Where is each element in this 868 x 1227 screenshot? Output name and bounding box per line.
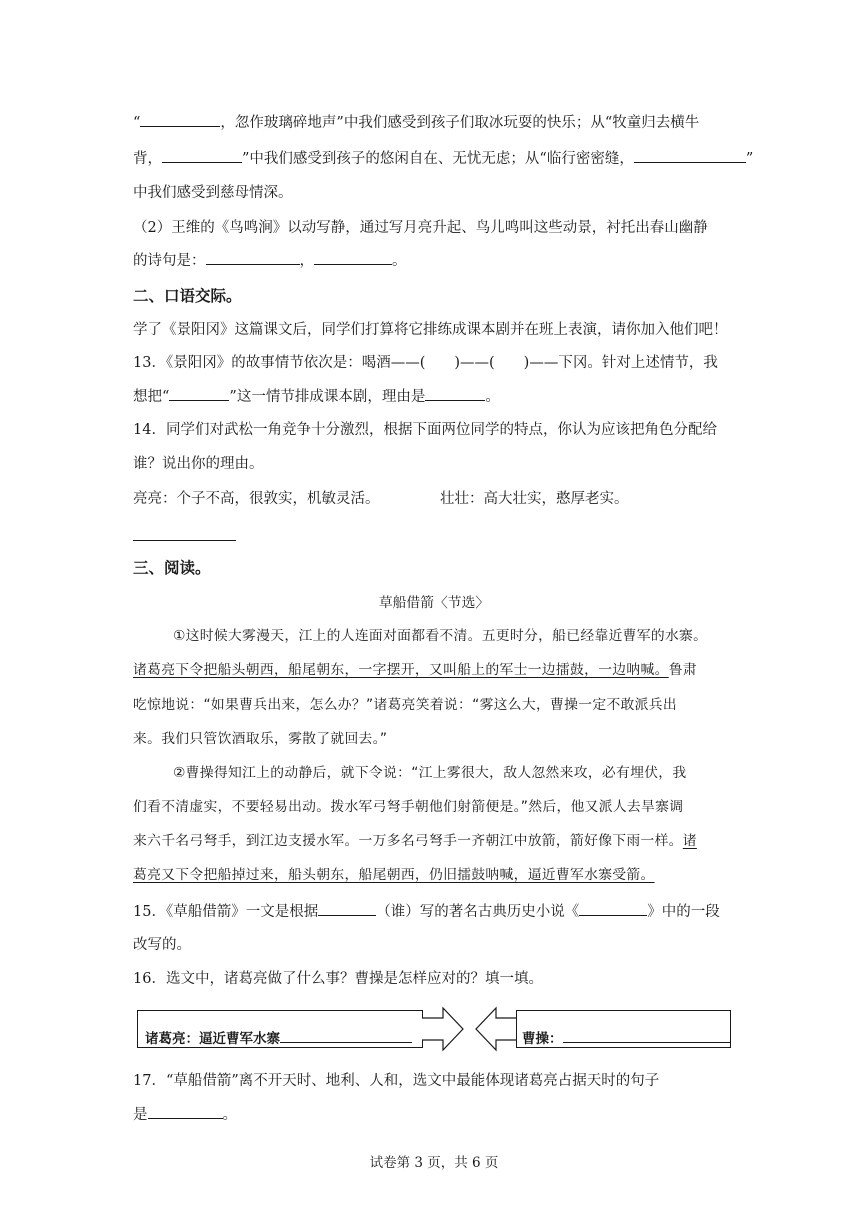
passage-p1-line-3: 吃惊地说：“如果曹兵出来，怎么办？”诸葛亮笑着说：“雾这么大，曹操一定不敢派兵出 (133, 697, 677, 713)
answer-blank[interactable] (280, 1028, 412, 1043)
answer-blank[interactable] (318, 901, 376, 916)
section-heading-reading: 三、阅读。 (133, 559, 211, 577)
left-arrow-icon (474, 1006, 518, 1052)
q14-line-2: 谁？说出你的理由。 (133, 456, 264, 472)
passage-p1-line-1: ①这时候大雾漫天，江上的人连面对面都看不清。五更时分，船已经靠近曹军的水寨。 (173, 628, 708, 644)
liangliang-desc: 亮亮：个子不高，很敦实，机敏灵活。 (133, 491, 380, 507)
answer-blank[interactable] (148, 1104, 223, 1119)
q16-line: 16．选文中，诸葛亮做了什么事？曹操是怎样应对的？填一填。 (133, 971, 543, 987)
q13-line-1: 13．《景阳冈》的故事情节依次是：喝酒——( )——( )——下冈。针对上述情节，我 (133, 355, 718, 371)
passage-p1-line-4: 来。我们只管饮酒取乐，雾散了就回去。” (133, 731, 388, 747)
answer-blank[interactable] (162, 148, 242, 163)
passage-p2-line-3: 来六千名弓弩手，到江边支援水军。一万多名弓弩手一齐朝江中放箭，箭好像下雨一样。诸 (133, 833, 697, 849)
page-footer: 试卷第 3 页，共 6 页 (369, 1155, 499, 1171)
answer-blank[interactable] (634, 148, 746, 163)
answer-blank[interactable] (206, 250, 300, 265)
q15-line-1: 15．《草船借箭》一文是根据 （谁）写的著名古典历史小说《 》中的一段 (133, 901, 720, 922)
answer-blank[interactable] (579, 901, 647, 916)
q13-line-2: 想把“ ”这一情节排成课本剧，理由是 。 (133, 386, 500, 407)
answer-blank[interactable] (140, 112, 220, 127)
right-arrow-icon (421, 1006, 465, 1052)
answer-blank[interactable] (425, 386, 485, 401)
q14-line-1: 14．同学们对武松一角竞争十分激烈，根据下面两位同学的特点，你认为应该把角色分配给 (133, 422, 717, 438)
passage-p2-line-1: ②曹操得知江上的动静后，就下令说：“江上雾很大，敌人忽然来攻，必有埋伏，我 (173, 765, 687, 781)
section2-intro: 学了《景阳冈》这篇课文后，同学们打算将它排练成课本剧并在班上表演，请你加入他们吧！ (133, 322, 728, 338)
passage-p2-line-2: 们看不清虚实，不要轻易出动。拨水军弓弩手朝他们射箭便是。”然后，他又派人去旱寨调 (133, 799, 684, 815)
answer-line[interactable] (133, 540, 236, 541)
passage-p1-line-2: 诸葛亮下令把船头朝西，船尾朝东，一字摆开，又叫船上的军士一边擂鼓，一边呐喊。鲁肃 (133, 662, 697, 678)
passage-title: 草船借箭〈节选〉 (378, 595, 490, 611)
q12-line-1: “ ，忽作玻璃碎地声”中我们感受到孩子们取冰玩耍的快乐；从“牧童归去横牛 (133, 112, 699, 133)
q12-line-2: 背， ”中我们感受到孩子的悠闲自在、无忧无虑；从“临行密密缝， ” (133, 148, 753, 169)
q17-line-2: 是 。 (133, 1104, 237, 1125)
answer-blank[interactable] (563, 1028, 731, 1043)
q12-part2-line-1: （2）王维的《鸟鸣涧》以动写静，通过写月亮升起、鸟儿鸣叫这些动景，衬托出春山幽静 (133, 220, 708, 236)
passage-p2-line-4: 葛亮又下令把船掉过来，船头朝东，船尾朝西，仍旧擂鼓呐喊，逼近曹军水寨受箭。 (133, 867, 655, 883)
q15-line-2: 改写的。 (133, 937, 191, 953)
q12-part2-line-2: 的诗句是： ， 。 (133, 250, 407, 271)
q12-line-3: 中我们感受到慈母情深。 (133, 185, 293, 201)
caocao-box-label: 曹操： (522, 1027, 731, 1047)
section-heading-oral: 二、口语交际。 (133, 287, 242, 305)
zhugeliang-box-label: 诸葛亮：逼近曹军水寨 (145, 1027, 412, 1047)
answer-blank[interactable] (314, 250, 392, 265)
zhuangzhuang-desc: 壮壮：高大壮实，憨厚老实。 (440, 491, 629, 507)
answer-blank[interactable] (169, 386, 229, 401)
q17-line-1: 17．“草船借箭”离不开天时、地利、人和，选文中最能体现诸葛亮占据天时的句子 (133, 1073, 660, 1089)
